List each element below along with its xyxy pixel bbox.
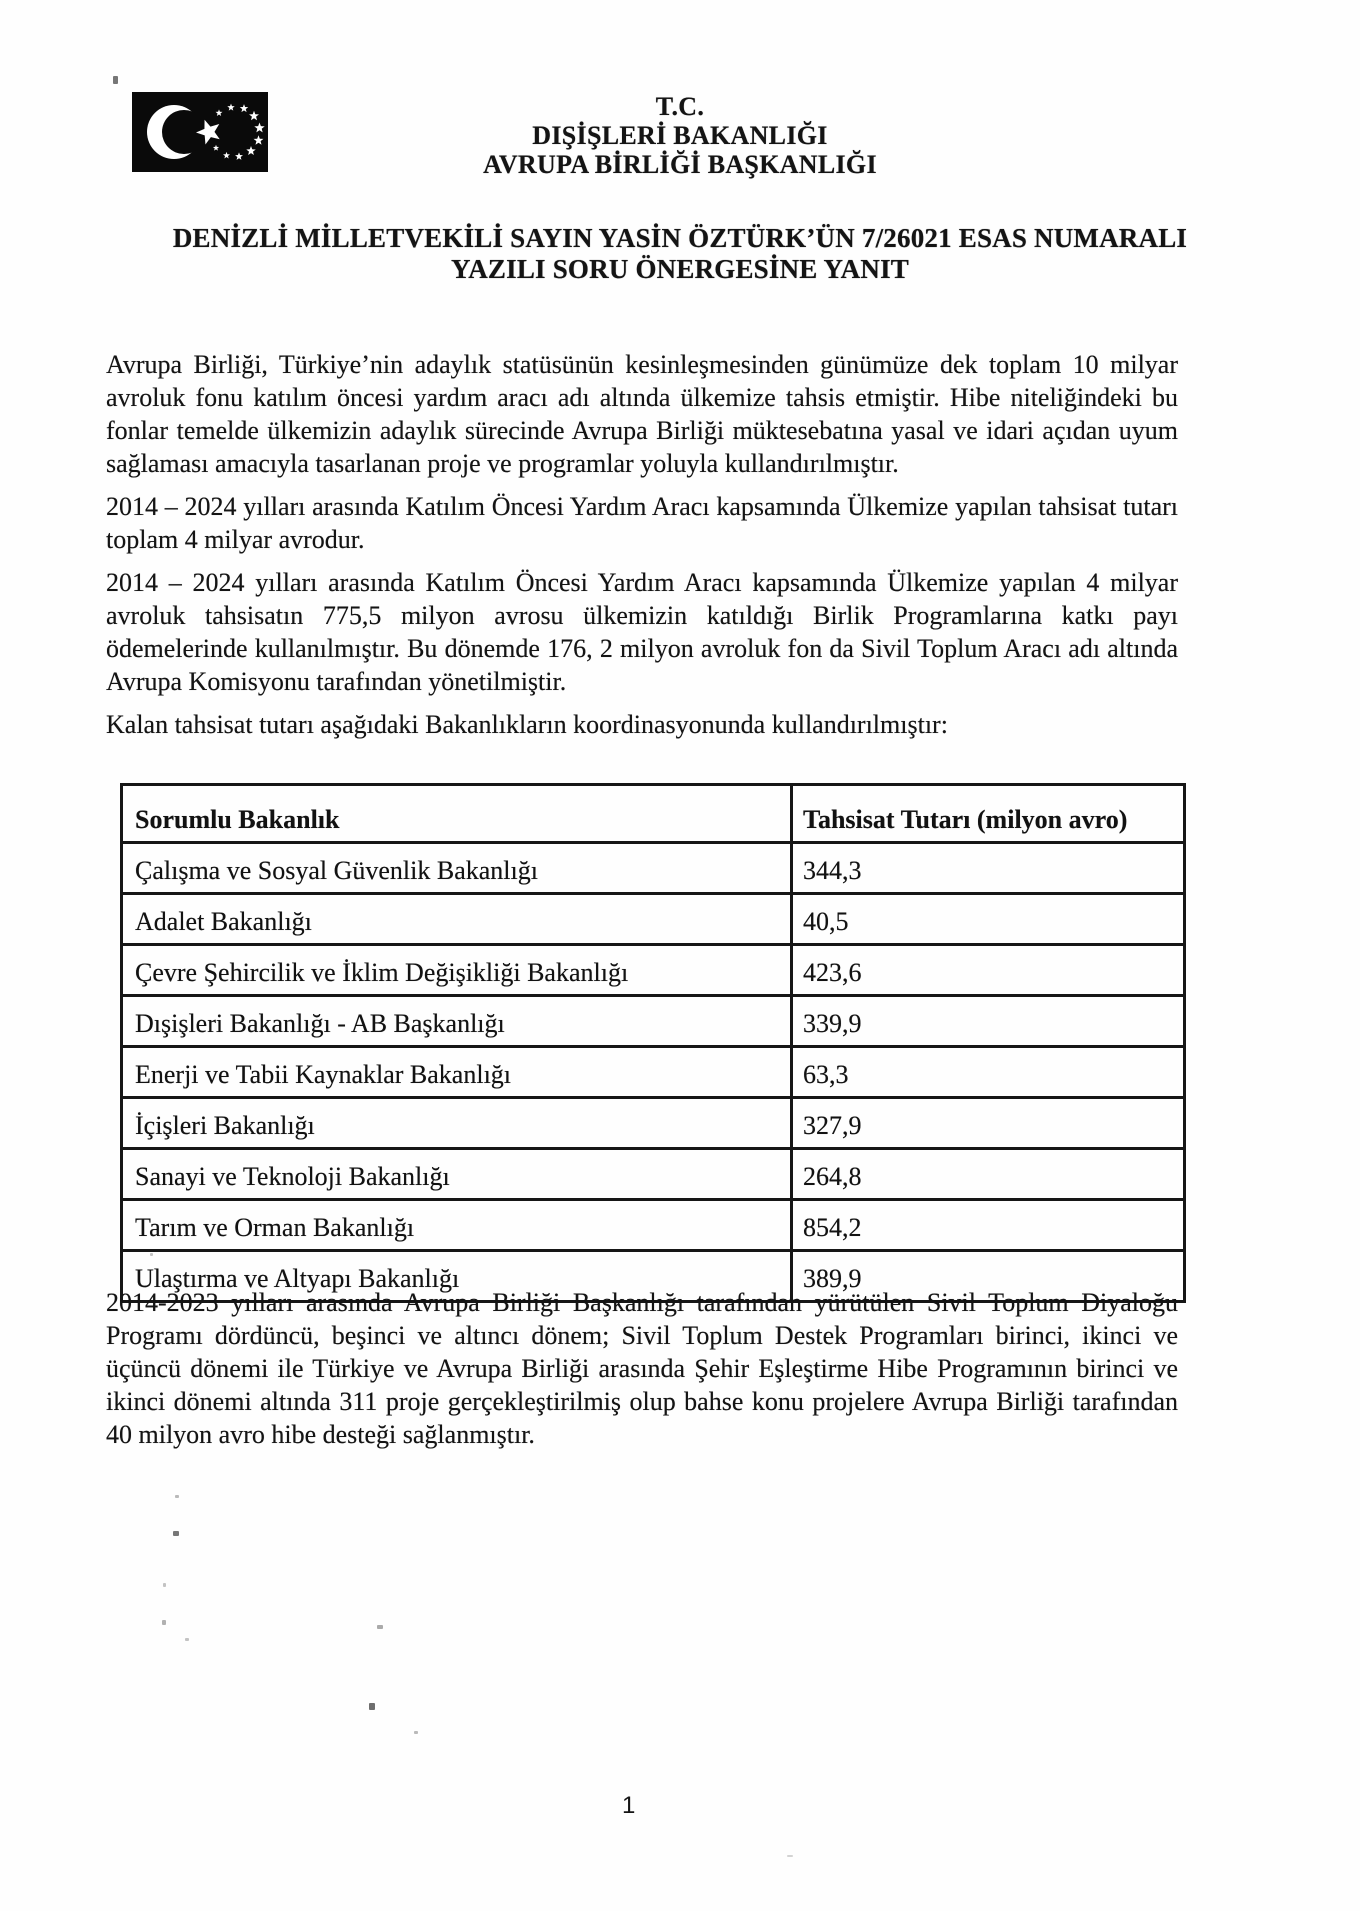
ministry-cell: Ulaştırma ve Altyapı Bakanlığı: [122, 1251, 792, 1302]
amount-cell: 327,9: [792, 1098, 1185, 1149]
table-row: [122, 1200, 1185, 1251]
header-cell-ministry: Sorumlu Bakanlık: [122, 785, 792, 843]
ministry-cell: Sanayi ve Teknoloji Bakanlığı: [122, 1149, 792, 1200]
ministry-cell: Dışişleri Bakanlığı - AB Başkanlığı: [122, 996, 792, 1047]
table-header-row: [122, 785, 1185, 843]
table-row: [122, 1149, 1185, 1200]
table-row: [122, 1047, 1185, 1098]
table-row: [122, 843, 1185, 894]
table-row: [122, 1098, 1185, 1149]
scan-speck: [369, 1703, 375, 1710]
subject-title-line-2: YAZILI SORU ÖNERGESİNE YANIT: [451, 254, 909, 284]
scan-speck: [148, 1333, 151, 1336]
letterhead: [0, 92, 1360, 179]
table-row: [122, 945, 1185, 996]
scan-speck: [377, 1625, 383, 1629]
subject-title: [0, 223, 1360, 285]
scan-speck: [175, 1495, 179, 1498]
amount-cell: 344,3: [792, 843, 1185, 894]
scan-speck: [162, 1620, 166, 1625]
ministry-cell: İçişleri Bakanlığı: [122, 1098, 792, 1149]
amount-cell: 63,3: [792, 1047, 1185, 1098]
scan-speck: [163, 1583, 166, 1587]
scan-speck: [113, 76, 118, 84]
scan-speck: [787, 1855, 793, 1857]
table-row: [122, 894, 1185, 945]
paragraph-table-lead-in: Kalan tahsisat tutarı aşağıdaki Bakanlıkların koordinasyonunda kullandırılmıştır:: [106, 710, 948, 739]
scan-speck: [173, 1531, 179, 1536]
amount-cell: 389,9: [792, 1251, 1185, 1302]
amount-cell: 264,8: [792, 1149, 1185, 1200]
ministry-cell: Enerji ve Tabii Kaynaklar Bakanlığı: [122, 1047, 792, 1098]
ministry-cell: Çevre Şehircilik ve İklim Değişikliği Bakanlığı: [122, 945, 792, 996]
body-text-lower: [106, 1286, 1178, 1461]
table-row: [122, 996, 1185, 1047]
scan-speck: [414, 1731, 418, 1734]
page-number: 1: [622, 1792, 636, 1819]
ministry-cell: Adalet Bakanlığı: [122, 894, 792, 945]
paragraph-intro: Avrupa Birliği, Türkiye’nin adaylık statüsünün kesinleşmesinden günümüze dek toplam 10 milyar avroluk fonu katılım öncesi yardım aracı adı altında ülkemize tahsis etmiştir. Hibe niteliğindeki bu fonlar temelde ülkemizin adaylık sürecinde Avrupa Birliği müktesebatına yasal ve idari açıdan uyum sağlaması amacıyla tasarlanan proje ve programlar yoluyla kullandırılmıştır.: [106, 350, 1178, 478]
letterhead-directorate: AVRUPA BİRLİĞİ BAŞKANLIĞI: [483, 150, 877, 179]
paragraph-union-programmes: 2014 – 2024 yılları arasında Katılım Öncesi Yardım Aracı kapsamında Ülkemize yapılan 4 milyar avroluk tahsisatın 775,5 milyon avrosu ülkemizin katıldığı Birlik Programlarına katkı payı ödemelerinde kullanılmıştır. Bu dönemde 176, 2 milyon avroluk fon da Sivil Toplum Aracı adı altında Avrupa Komisyonu tarafından yönetilmiştir.: [106, 568, 1178, 696]
header-cell-amount: Tahsisat Tutarı (milyon avro): [792, 785, 1185, 843]
letterhead-ministry: DIŞİŞLERİ BAKANLIĞI: [532, 121, 828, 150]
scan-speck: [150, 1253, 153, 1256]
body-text-upper: [106, 348, 1178, 751]
paragraph-civil-society: 2014-2023 yılları arasında Avrupa Birliği Başkanlığı tarafından yürütülen Sivil Toplum Diyaloğu Programı dördüncü, beşinci ve altıncı dönem; Sivil Toplum Destek Programları birinci, ikinci ve üçüncü dönemi ile Türkiye ve Avrupa Birliği arasında Şehir Eşleştirme Hibe Programının birinci ve ikinci dönemi altında 311 proje gerçekleştirilmiş olup bahse konu projelere Avrupa Birliği tarafından 40 milyon avro hibe desteği sağlanmıştır.: [106, 1288, 1178, 1449]
amount-cell: 40,5: [792, 894, 1185, 945]
scan-speck: [185, 1638, 189, 1641]
amount-cell: 423,6: [792, 945, 1185, 996]
ministry-cell: Tarım ve Orman Bakanlığı: [122, 1200, 792, 1251]
ministry-cell: Çalışma ve Sosyal Güvenlik Bakanlığı: [122, 843, 792, 894]
amount-cell: 854,2: [792, 1200, 1185, 1251]
subject-title-line-1: DENİZLİ MİLLETVEKİLİ SAYIN YASİN ÖZTÜRK’ÜN 7/26021 ESAS NUMARALI: [172, 223, 1188, 253]
allocation-table-container: [120, 783, 1183, 1303]
paragraph-total-allocation: 2014 – 2024 yılları arasında Katılım Öncesi Yardım Aracı kapsamında Ülkemize yapılan tahsisat tutarı toplam 4 milyar avrodur.: [106, 492, 1178, 554]
letterhead-state-abbrev: T.C.: [655, 92, 705, 121]
allocation-table: [120, 783, 1186, 1303]
amount-cell: 339,9: [792, 996, 1185, 1047]
